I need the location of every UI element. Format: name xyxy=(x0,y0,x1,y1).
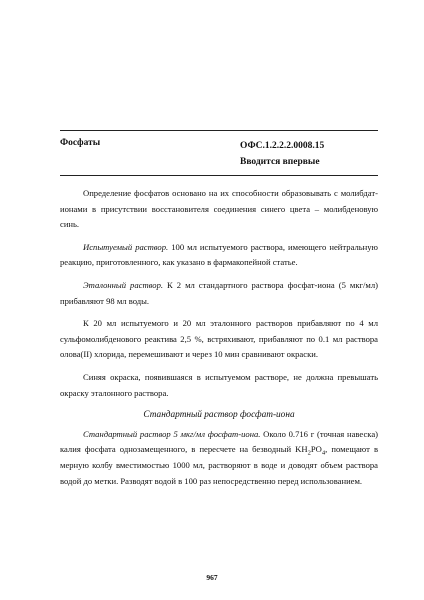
document-meta xyxy=(240,138,324,170)
formula-subscript-4: 4 xyxy=(321,450,326,458)
formula-subscript-2: 2 xyxy=(307,450,311,458)
paragraph-principle: Определение фосфатов основано на их способности образовывать с молибдат-ионами в присутствии восстановителя соединения синего цвета – молибденовую синь. xyxy=(60,188,378,230)
standard-solution-label: Стандартный раствор 5 мкг/мл фосфат-иона. xyxy=(83,428,261,439)
standard-solution-text-c: , помещают в мерную колбу вместимостью 1000 мл, растворяют в воде и доводят объем раствора водой до метки. Разводят водой в 100 раз непосредственно перед использованием. xyxy=(60,444,378,486)
bottom-divider xyxy=(60,175,378,176)
top-divider xyxy=(60,130,378,131)
section-title: Стандартный раствор фосфат-иона xyxy=(143,410,295,421)
document-body xyxy=(60,186,378,489)
paragraph-procedure: К 20 мл испытуемого и 20 мл эталонного растворов прибавляют по 4 мл сульфомолибденового реактива 2,5 %, встряхивают, прибавляют по 0.1 мл раствора олова(II) хлорида, перемешивают и через 10 мин сравнивают окраски. xyxy=(60,318,378,360)
document-code: ОФС.1.2.2.2.0008.15 xyxy=(240,141,325,151)
test-solution-label: Испытуемый раствор. xyxy=(83,241,169,252)
paragraph-test-solution xyxy=(60,240,378,271)
standard-solution-text-b: PO xyxy=(310,444,322,455)
page-number: 967 xyxy=(206,573,218,582)
test-solution-text: 100 мл испытуемого раствора, имеющего нейтральную реакцию, приготовленного, как указано в фармакопейной статье. xyxy=(60,241,378,268)
standard-solution-text-a: Около 0.716 г (точная навеска) калия фосфата однозамещенного, в пересчете на безводный KH xyxy=(60,428,378,455)
reference-solution-text: К 2 мл стандартного раствора фосфат-иона (5 мкг/мл) прибавляют 98 мл воды. xyxy=(60,279,378,306)
reference-solution-label: Эталонный раствор. xyxy=(83,279,164,290)
introduction-note: Вводится впервые xyxy=(240,157,320,167)
paragraph-standard-solution xyxy=(60,427,378,489)
document-title: Фосфаты xyxy=(60,138,101,148)
paragraph-reference-solution xyxy=(60,278,378,309)
paragraph-criteria: Синяя окраска, появившаяся в испытуемом растворе, не должна превышать окраску эталонного раствора. xyxy=(60,371,378,398)
